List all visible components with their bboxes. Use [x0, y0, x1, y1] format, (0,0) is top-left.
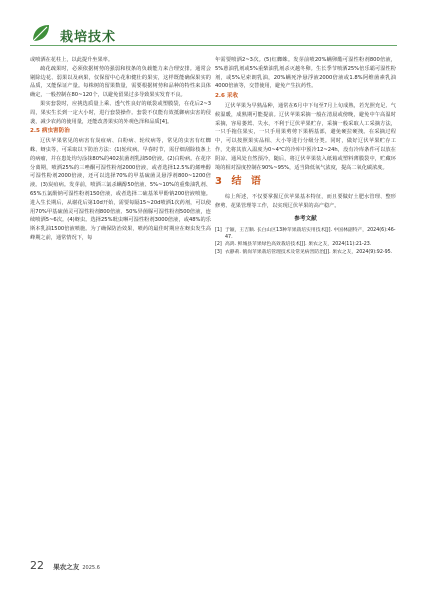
heading-harvest: 2.6 采收 — [215, 93, 239, 100]
left-column — [30, 56, 211, 243]
paragraph: 或喷洒在花柱上，以此提升坐果率。 — [30, 57, 114, 63]
page-header — [0, 0, 427, 50]
reference-item — [215, 241, 396, 248]
right-column — [215, 56, 396, 256]
reference-number: [1] — [215, 227, 222, 233]
paragraph: 辽伏苹果常见的病害有炭疽病、白粉病、轮纹病等，常见的虫害有红蜘蛛、蚜虫等，可采取以下防治方法：(1)轮纹病。早春时节，需仔细刮除枝条上的病瘤，并在患处均匀涂抹80%的402抗菌剂乳油50倍液。(2)白粉病。在花序分离期，喷洒25%的三唑酮可湿性粉剂2000倍液，或者选择12.5%的烯唑醇可湿性粉剂2000倍液，还可以选择70%的甲基硫菌灵悬浮剂800~1200倍液。(3)炭疽病。发芽前，喷洒三氯杀螨醇50倍液、5%~10%的重柴油乳剂、65%五氯酚钠可湿性粉剂150倍液，或者选择二硫基苯甲酚钠200倍液喷施。进入生长期后，从谢花后第10d开始，需要每隔15~20d喷洒1次药剂，可以使用70%甲基硫菌灵可湿性粉剂800倍液、50%异菌脲可湿性粉剂500倍液，连续喷洒5~6次。(4)蚜虫。选择25%吡虫啉可湿性粉剂3000倍液，或48%的乐斯本乳油1500倍液喷施。为了确保防治效果，喷药的最佳时期应在蚜虫发生高峰期之前，通常情况下，每 — [30, 138, 211, 241]
page-number: 22 — [30, 559, 44, 572]
section-title: 栽培技术 — [60, 30, 117, 45]
reference-number: [3] — [215, 249, 222, 255]
header-divider — [30, 45, 397, 46]
reference-text: 于颖，王吉顺. 长白山区13种苹果栽培实用技术[J]. 中国林副特产，2024(6):46-47. — [225, 227, 396, 240]
paragraph: 综上所述，不仅要掌握辽伏苹果基本特征，而且要做好土肥水管理、整形修剪、花果管理等工作，以实现辽伏苹果的高产稳产。 — [215, 194, 396, 209]
page-footer — [30, 559, 100, 572]
reference-number: [2] — [215, 242, 222, 248]
reference-text: 衣静莉. 鹤岗苹果栽培管理技术及常见病害防治[J]. 果农之友，2024(9):92-95. — [225, 249, 393, 255]
paragraph: 果实套袋时，应挑选质量上乘、透气性良好的纸袋或塑膜袋，在花后2~3周，果实生长到一定大小时，进行套袋操作。套袋不仅能有效抵御病虫害的侵袭，减少农药的使用量，还能改善果实的外观色泽和品质[4]。 — [30, 100, 211, 125]
leaf-icon — [30, 22, 52, 44]
issue-number: 2025.6 — [82, 565, 100, 571]
paragraph: 年需要喷洒2~3次。(5)红蜘蛛。发芽前喷20%螨卵酯可湿性粉剂800倍液，5%蒽油乳剂或5%重柴油乳剂杀灭越冬卵。生长季节喷洒25%倍乐霸可湿性粉剂，或5%尼索朗乳油，20%螨死净悬浮液2000倍液或1.8%阿维菌素乳油4000倍液等，交替使用，避免产生抗药性。 — [215, 57, 396, 90]
heading-conclusion: 3 结 语 — [215, 176, 264, 188]
magazine-name: 果农之友 — [53, 563, 80, 571]
paragraph: 疏花疏果时，必须依据树势的强弱和枝条的负载能力来合理安排。通常会剔除边花、弱果以及病果，仅保留中心花和健壮的果实，这样既能确保果实的品质，又能保证产量。每株树的留果数量，需要根据树势和品种的特性来具体确定，一般控制在80~120个，以避免留果过多导致果实发育不良。 — [30, 65, 211, 99]
heading-pest-control: 2.5 病虫害防治 — [30, 128, 70, 135]
paragraph: 辽伏苹果为早熟品种，通常在6月中下旬至7月上旬成熟，若光照充足、气候温暖，成熟期可能提前。辽伏苹果采摘一般在清晨或傍晚，避免中午高温时采摘，容易萎蔫、失水，不利于辽伏苹果贮存，采摘一般采取人工采摘方法，一只手拖住果实，一只手用果剪剪下果柄基部，避免硬拉硬拽。在采摘过程中，可以按照果实品相、大小等进行分级分类。同时，做好辽伏苹果贮存工作，先将其放入温度为0~4℃的冷库中预冷12~24h，没有冷库条件可以放在阴凉、通风处自然预冷，随后，将辽伏苹果装入纸箱或塑料薄膜袋中，贮藏环境的相对湿度控制在90%~95%，适当降低氧气浓度，提高二氧化碳浓度。 — [215, 102, 396, 171]
reference-item — [215, 227, 396, 242]
references-title: 参考文献 — [294, 215, 317, 222]
reference-item — [215, 249, 396, 256]
reference-text: 高鸿. 鲜城县苹果绿色高效栽培技术[J]. 果农之友，2024(11):21-23. — [225, 242, 372, 248]
